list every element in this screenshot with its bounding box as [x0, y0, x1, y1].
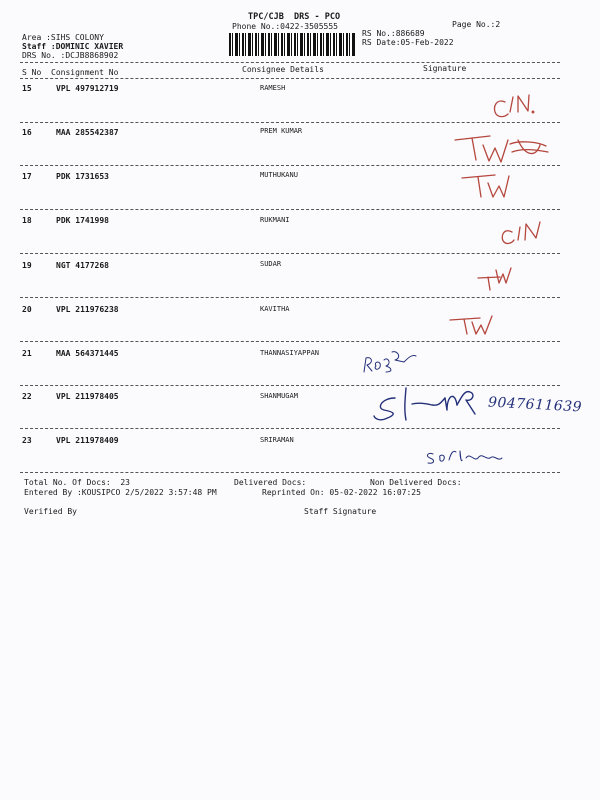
- handwritten-tw-mark: [450, 316, 492, 334]
- row-sno: 18: [22, 216, 32, 225]
- drs-number: DRS No. :DCJB8868902: [22, 51, 119, 60]
- handwritten-tw-mark: [462, 175, 509, 197]
- area-label: Area :SIHS COLONY: [22, 33, 104, 42]
- row-consignment: NGT 4177268: [56, 261, 109, 270]
- entered-by: Entered By :KOUSIPCO 2/5/2022 3:57:48 PM: [24, 488, 217, 497]
- delivered-docs: Delivered Docs:: [234, 478, 307, 487]
- row-sno: 16: [22, 128, 32, 137]
- row-consignee: THANNASIYAPPAN: [260, 349, 320, 357]
- handwritten-tw-mark: [478, 268, 511, 290]
- row-consignment: PDK 1741998: [56, 216, 109, 225]
- row-consignee: MUTHUKANU: [260, 171, 298, 179]
- row-consignee: SUDAR: [260, 260, 282, 268]
- row-sno: 21: [22, 349, 32, 358]
- handwritten-phone-number: 9047611639: [487, 394, 583, 416]
- row-consignment: MAA 564371445: [56, 349, 119, 358]
- column-sno: S No: [22, 68, 42, 77]
- row-consignment: VPL 497912719: [56, 84, 119, 93]
- handwritten-cn-mark: [502, 222, 540, 243]
- row-consignee: RAMESH: [260, 84, 286, 92]
- total-docs: Total No. Of Docs: 23: [24, 478, 130, 487]
- row-sno: 22: [22, 392, 32, 401]
- handwritten-signature: [364, 352, 416, 372]
- row-sno: 23: [22, 436, 32, 445]
- row-consignment: VPL 211978409: [56, 436, 119, 445]
- row-consignment: VPL 211978405: [56, 392, 119, 401]
- staff-signature-label: Staff Signature: [304, 507, 377, 516]
- non-delivered-docs: Non Delivered Docs:: [370, 478, 462, 487]
- row-consignee: RUKMANI: [260, 216, 290, 224]
- page-number: Page No.:2: [452, 20, 501, 29]
- reprinted-on: Reprinted On: 05-02-2022 16:07:25: [262, 488, 421, 497]
- row-consignee: SHANMUGAM: [260, 392, 298, 400]
- column-consignment: Consignment No: [51, 68, 119, 77]
- row-sno: 17: [22, 172, 32, 181]
- sheet-title: TPC/CJB DRS - PCO: [248, 12, 341, 22]
- row-consignee: KAVITHA: [260, 305, 290, 313]
- rs-number: RS No.:886689: [362, 29, 425, 38]
- row-consignment: VPL 211976238: [56, 305, 119, 314]
- row-consignment: MAA 285542387: [56, 128, 119, 137]
- row-sno: 19: [22, 261, 32, 270]
- handwritten-signature: [374, 388, 475, 420]
- row-sno: 15: [22, 84, 32, 93]
- rs-date: RS Date:05-Feb-2022: [362, 38, 454, 47]
- verified-by: Verified By: [24, 507, 77, 516]
- column-signature: Signature: [423, 64, 467, 73]
- handwritten-cn-mark: [494, 95, 533, 117]
- row-consignee: SRIRAMAN: [260, 436, 294, 444]
- phone-number: Phone No.:0422-3505555: [232, 22, 338, 31]
- row-sno: 20: [22, 305, 32, 314]
- column-consignee: Consignee Details: [242, 65, 324, 74]
- row-consignee: PREM KUMAR: [260, 127, 303, 135]
- row-consignment: PDK 1731653: [56, 172, 109, 181]
- handwritten-tw-mark: [455, 136, 548, 162]
- staff-label: Staff :DOMINIC XAVIER: [22, 42, 124, 51]
- handwritten-signature: [427, 451, 502, 463]
